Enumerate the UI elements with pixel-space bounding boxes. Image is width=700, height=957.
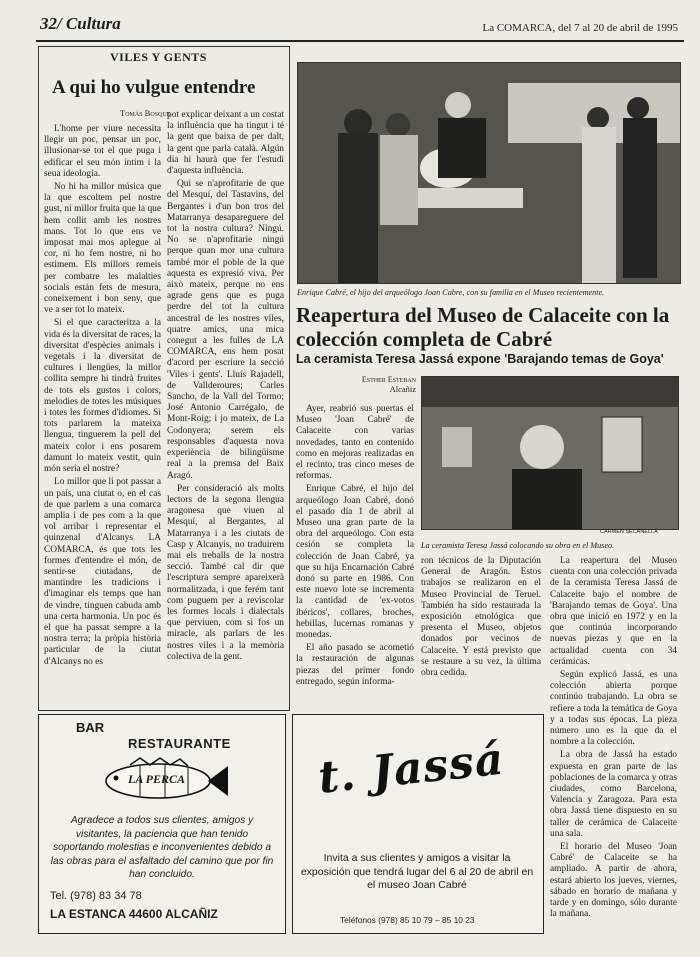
byline-author: Esther Esteban bbox=[361, 375, 416, 384]
column-text-left bbox=[44, 124, 161, 704]
article-byline bbox=[356, 375, 416, 394]
column-paragraph: Lo millor que li pot passar a un país, una ciutat o, en el cas de que parlem a una comarca amplia i de pes com a la que vol arribar i representar el quinzenal d'Alcanys LA COMARCA, és que tots les formes d'entendre el món, de sentir-se ciutadans, de mantindre les tradicions i d'imaginar els temps que han de vindre, tinguen cabuda amb una certa harmonia. Un poc és el que ha passat sempre a la nostra terra; la pròpia història particular de la ciutat d'Alcanys no es bbox=[44, 477, 161, 667]
article-paragraph: ron técnicos de la Diputación General de Aragón. Estos trabajos se realizaron en el Museo Provincial de Teruel. También ha sido restaurada la exposición etnológica que presenta el Museo, objetos donados por vecinos de Calaceite. Y está previsto que se restaure a su vez, la última obra cedida. bbox=[421, 556, 541, 679]
ad1-bar: BAR bbox=[76, 720, 105, 735]
article-paragraph: Ayer, reabrió sus puertas el Museo 'Joan Cabré' de Calaceite con varias novedades, tanto en contenido como en mejoras realizadas en el recinto, tras cinco meses de reformas. bbox=[296, 404, 414, 482]
column-paragraph: Qui se n'aprofitarie de que del Mesquí, del Tastavins, del Bergantes i d'un bon tros del Matarranya desapareguere del tot la nostra cultura? Ningú. No se n'aprofitarie ningú perque quan mor una cultura també mor el poble de la que aquesta es expresió viva. Per això mateix, perque no ens agrade gens que es puga perdre del tot la cultura ancestral de les nostres viles, quatre amics, una mica conegut a les fulles de LA COMARCA, ens hem posat d'acord per escriure la secció 'Viles i gents'. Lluís Rajadell, de Vallderoures; Carles Sancho, de la Vall del Tormo; José Antonio Carrégalo, de Mont-Roig; i jo mateix, de La Codonyera; serem els responsables d'aquesta nova experiència de bilingüisme real a la premsa del Baix Aragó. bbox=[167, 179, 284, 481]
column-author: Tomás Bosque bbox=[120, 108, 171, 118]
article-paragraph: La reapertura del Museo cuenta con una colección privada de la ceramista Teresa Jassá de Calaceite bajo el nombre de 'Barajando temas de Goya'. Una obra que inició en 1972 y en la que continúa incorporando nuevas piezas y que en la actualidad cuenta con 34 cerámicas. bbox=[550, 556, 677, 667]
ad2-phones: Teléfonos (978) 85 10 79 – 85 10 23 bbox=[340, 915, 475, 925]
article-paragraph: El año pasado se acometió la restauración de algunas piezas del primer fondo entregado, según informa- bbox=[296, 643, 414, 687]
column-paragraph: No hi ha millor música que la que escoltem pel nostre gust, ni millor fruita que la que hem collit amb les nostres mans. Tot lo que ens ve imposat mai mos aplegue al cor, ni ho fem nostre, ni ho estimem. Els millors remeis per combatre les malalties socials están fets de mesura, coneixement i bon seny, que ve a ser tot lo mateix. bbox=[44, 182, 161, 316]
article-paragraph: Enrique Cabré, el hijo del arqueólogo Joan Cabré, donó el pasado día 1 de abril al Museo una gran parte de la obra del arqueólogo. Con esta cesión se completa la colección de Joan Cabré, ya que su hija Encarnación Cabré donó su parte en 1986. Con este nuevo lote se incrementa la cantidad de 'ex-votos ibéricos', collares, broches, hebillas, lucernas romanas y monedas. bbox=[296, 484, 414, 641]
column-rubric: VILES Y GENTS bbox=[110, 50, 207, 64]
jassa-signature: t. Jassá bbox=[315, 733, 507, 804]
article-paragraph: Según explicó Jassá, es una colección abierta porque continúo trabajando. La obra se refiere a toda la temática de Goya y a todas sus épocas. La pieza número uno es la que da el nombre a la colección. bbox=[550, 670, 677, 748]
header-rule bbox=[36, 40, 684, 42]
byline-location: Alcañiz bbox=[389, 384, 416, 394]
column-paragraph: Per consideració als molts lectors de la segona llengua aragonesa que viuen al Mesquí, al Bergantes, al Matarranya i a les ciutats de Casp y Alcanyis, no traduirem mai els treballs de la nostra secció. També cal dir que l'escriptura sempre apareixerà normalitzada, i que ferém tant com puguem per a reviscolar les formes locals i dialectals que perviuen, com si fos un miracle, als parlars de les nostres viles i a la memòria colectiva de la gent. bbox=[167, 483, 284, 662]
ad1-tel: Tel. (978) 83 34 78 bbox=[50, 890, 142, 902]
photo2-caption: La ceramista Teresa Jassá colocando su obra en el Museo. bbox=[421, 541, 615, 550]
article-headline: Reapertura del Museo de Calaceite con la colección completa de Cabré bbox=[296, 303, 670, 351]
column-text-right bbox=[167, 110, 284, 706]
photo2-credit: CARMEN SECANELLA bbox=[600, 529, 658, 535]
photo-illustration bbox=[422, 377, 678, 529]
photo1-caption: Enrique Cabré, el hijo del arqueólogo Joan Cabre, con su familia en el Museo recientemente. bbox=[297, 288, 605, 297]
column-paragraph: L'home per viure necessita llegir un poc, pensar un poc, illusionar-se tot el que puga i edificar el seu món íntim i la seua ideologia. bbox=[44, 124, 161, 179]
ad1-body: Agradece a todos sus clientes, amigos y visitantes, la paciencia que han tenido soportando molestias e inconvenientes debido a las obras para el asfaltado del camino que por fin han concluido. bbox=[50, 815, 274, 880]
column-paragraph: Si el que caracteritza a la vida és la diversitat de races, la diversitat d'espècies animals i vegetals i la diversitat de cultures i llengües, la millor collita sempre hi tindrà fruites de tots els gustos i colors, melodies de totes les músiques i totes les formes d'idiomes. Si tots parlarem la mateixa llengua, tinguerem la pell del mateix color i ens posarem damunt lo mateix vestit, quin món seria el nostre? bbox=[44, 318, 161, 475]
fish-logo-text: LA PERCA bbox=[128, 772, 186, 786]
photo-illustration bbox=[298, 63, 680, 283]
article-col-1 bbox=[296, 404, 414, 708]
ad2-body: Invita a sus clientes y amigos a visitar la exposición que tendrá lugar del 6 al 20 de abril en el museo Joan Cabré bbox=[300, 852, 534, 891]
issue-date: La COMARCA, del 7 al 20 de abril de 1995 bbox=[482, 22, 678, 34]
column-title: A qui ho vulgue entendre bbox=[52, 77, 256, 98]
article-subhead: La ceramista Teresa Jassá expone 'Barajando temas de Goya' bbox=[296, 352, 664, 366]
article-paragraph: El horario del Museo 'Joan Cabré' de Calaceite se ha ampliado. A partir de ahora, estará abierto los jueves, viernes, sábado en horario de mañana y tarde y en domingo, sólo durante la mañana. bbox=[550, 842, 677, 920]
article-paragraph: La obra de Jassá ha estado expuesta en gran parte de las poblaciones de la comarca y otras ciudades, como Barcelona, Valencia y Zaragoza. Para esta obra Jassá tiene dispuesto en su taller de cerámica de Calaceite una sala. bbox=[550, 750, 677, 839]
article-col-3 bbox=[550, 556, 677, 936]
column-paragraph: pot explicar deixant a un costat la influència que ha tingut i té la gent que baixa de per dalt, la gent que parla català. Algún dia hi haurà que fer l'estudi d'aquesta influència. bbox=[167, 110, 284, 177]
section-title: 32/ Cultura bbox=[40, 14, 121, 33]
article-col-2 bbox=[421, 556, 541, 706]
ad1-address: LA ESTANCA 44600 ALCAÑIZ bbox=[50, 907, 218, 921]
ad1-restaurante: RESTAURANTE bbox=[128, 736, 231, 751]
ceramist-photo bbox=[421, 376, 679, 530]
museum-family-photo bbox=[297, 62, 681, 284]
